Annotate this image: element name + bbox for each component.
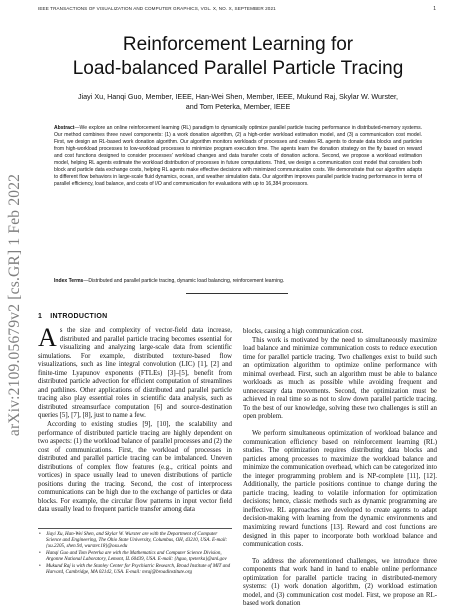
abstract-text: —We explore an online reinforcement learning (RL) paradigm to dynamically optimize parallel particle tracing performance in distributed-memory systems. Our method combines three novel components: (1) a work donation algorithm, (2) a high-order workload estimation model, and (3) a communication cost model. First, we design an RL-based work donation algorithm. Our algorithm monitors workloads of processes and creates RL agents to donate data blocks and particles from high-workload processes to low-workload processes to minimize program execution time. The agents learn the donation strategy on the fly based on reward and cost functions designed to consider processes' workload changes and data transfer costs of donation actions. Second, we propose a workload estimation model, helping RL agents estimate the workload distribution of processes in future computations. Third, we design a communication cost model that considers both block and particle data exchange costs, helping RL agents make effective decisions with minimized communication costs. We demonstrate that our algorithm adapts to different flow behaviors in large-scale fluid dynamics, ocean, and weather simulation data. Our algorithm improves parallel particle tracing performance in terms of parallel efficiency, load balance, and costs of I/O and communication for evaluations with up to 16,384 processors. — [54, 125, 422, 188]
paper-title — [38, 33, 438, 81]
index-terms-text: —Distributed and parallel particle tracing, dynamic load balancing, reinforcement learning. — [83, 278, 285, 284]
intro-paragraph-4: We perform simultaneous optimization of workload balance and communication efficiency based on reinforcement learning (RL) studies. The optimization requires distributing data blocks and particles among processes to maximize the workload balance and minimize the communication overhead, which can be categorized into the integer programming problem and is NP-complete [11], [12]. Additionally, the particle positions continue to change during the particle tracing, leading to volatile information for optimization decisions; hence, classic methods such as dynamic programming are ineffective. RL approaches are developed to create agents to adapt decision-making with learning from the dynamic environments and maximizing reward functions [13]. Reward and cost functions are designed in this paper to incorporate both workload balance and communication costs. — [243, 430, 437, 549]
authors-line-1: Jiayi Xu, Hanqi Guo, Member, IEEE, Han-Wei Shen, Member, IEEE, Mukund Raj, Skylar W. Wurster, — [77, 92, 399, 101]
authors-line-2: and Tom Peterka, Member, IEEE — [185, 102, 291, 111]
intro-paragraph-continued: blocks, causing a high communication cost. — [243, 328, 364, 335]
section-number: 1 — [38, 313, 43, 320]
abstract-label: Abstract — [54, 125, 75, 131]
section-title: INTRODUCTION — [50, 313, 108, 320]
abstract — [54, 125, 422, 188]
page-number: 1 — [433, 6, 436, 12]
footnotes — [38, 528, 232, 577]
intro-paragraph-1-text: s the size and complexity of vector-field data increase, distributed and parallel particle tracing becomes essential for visualizing and analyzing large-scale data from scientific simulations. For example, distributed texture-based flow visualizations, such as line integral convolution (LIC) [1], [2] and finite-time Lyapunov exponents (FTLEs) [3]–[5], benefit from distributed particle advection for efficient computation of streamlines and pathlines. Other applications of distributed and parallel particle tracing also play essential roles in scientific data analysis, such as distributed streamsurface computation [6] and source-destination queries [5], [7], [8], just to name a few. — [38, 327, 232, 420]
journal-header: IEEE TRANSACTIONS OF VISUALIZATION AND COMPUTER GRAPHICS, VOL. X, NO. X, SEPTEMBER 2021 — [38, 6, 276, 11]
title-line-1: Reinforcement Learning for — [122, 34, 354, 55]
title-line-2: Load-balanced Parallel Particle Tracing — [72, 58, 404, 79]
drop-cap: A — [38, 323, 57, 352]
section-divider — [186, 293, 288, 294]
intro-paragraph-3: This work is motivated by the need to simultaneously maximize load balance and minimize communication costs to reduce execution time for parallel particle tracing. Two challenges exist to build such an optimization algorithm to optimize online performance with minimal overhead. First, such an algorithm must be able to balance workloads as much as possible while avoiding frequent and unnecessary data movements. Second, the optimization must be achieved in real time so as not to slow down parallel particle tracing. To the best of our knowledge, solving these two challenges is still an open problem. — [243, 336, 437, 421]
footnote-affiliation-broad: • Mukund Raj is with the Stanley Center for Psychiatric Research, Broad Institute of MIT and Harvard, Cambridge, MA 02142, USA. E-mail: mraj@broadinstitute.org — [46, 564, 232, 576]
intro-paragraph-5: To address the aforementioned challenges, we introduce three components that work hand in hand to enable online performance optimization for parallel particle tracing in distributed-memory systems: (1) work donation algorithm, (2) workload estimation model, and (3) communication cost model. First, we propose an RL-based work donation — [243, 557, 437, 608]
footnote-affiliation-anl: • Hanqi Guo and Tom Peterka are with the Mathematics and Computer Science Division, Argonne National Laboratory, Lemont, IL 60439, USA. E-mail: {hguo, tpeterka}@anl.gov — [46, 551, 232, 563]
arxiv-sidebar — [3, 70, 27, 540]
arxiv-identifier[interactable]: arXiv:2109.05679v2 [cs.GR] 1 Feb 2022 — [6, 173, 24, 437]
index-terms-label: Index Terms — [54, 278, 84, 284]
right-column — [243, 328, 437, 609]
footnote-affiliation-osu: • Jiayi Xu, Han-Wei Shen, and Skylar W. Wurster are with the Department of Computer Science and Engineering, The Ohio State University, Columbus, OH, 43210, USA. E-mail: {xu.2205, shen.94, wurster.18}@osu.edu — [46, 532, 232, 550]
index-terms — [54, 278, 422, 285]
intro-paragraph-2: According to existing studies [9], [10], the scalability and performance of distributed particle tracing are highly dependent on two aspects: (1) the workload balance of parallel processes and (2) the cost of communications. First, the workload of processes in distributed and parallel particle tracing can be imbalanced. Uneven distributions of complex flow features (e.g., critical points and vortices) in space usually lead to uneven distributions of particle positions during the tracing. Second, the cost of interprocess communications can be high due to the exchange of particles or data blocks. For example, the circular flow patterns in input vector field data usually lead to frequent particle transfer among data — [38, 421, 232, 514]
intro-paragraph-1 — [38, 323, 232, 421]
left-column — [38, 323, 232, 515]
section-heading — [38, 313, 107, 320]
author-list — [60, 92, 416, 112]
